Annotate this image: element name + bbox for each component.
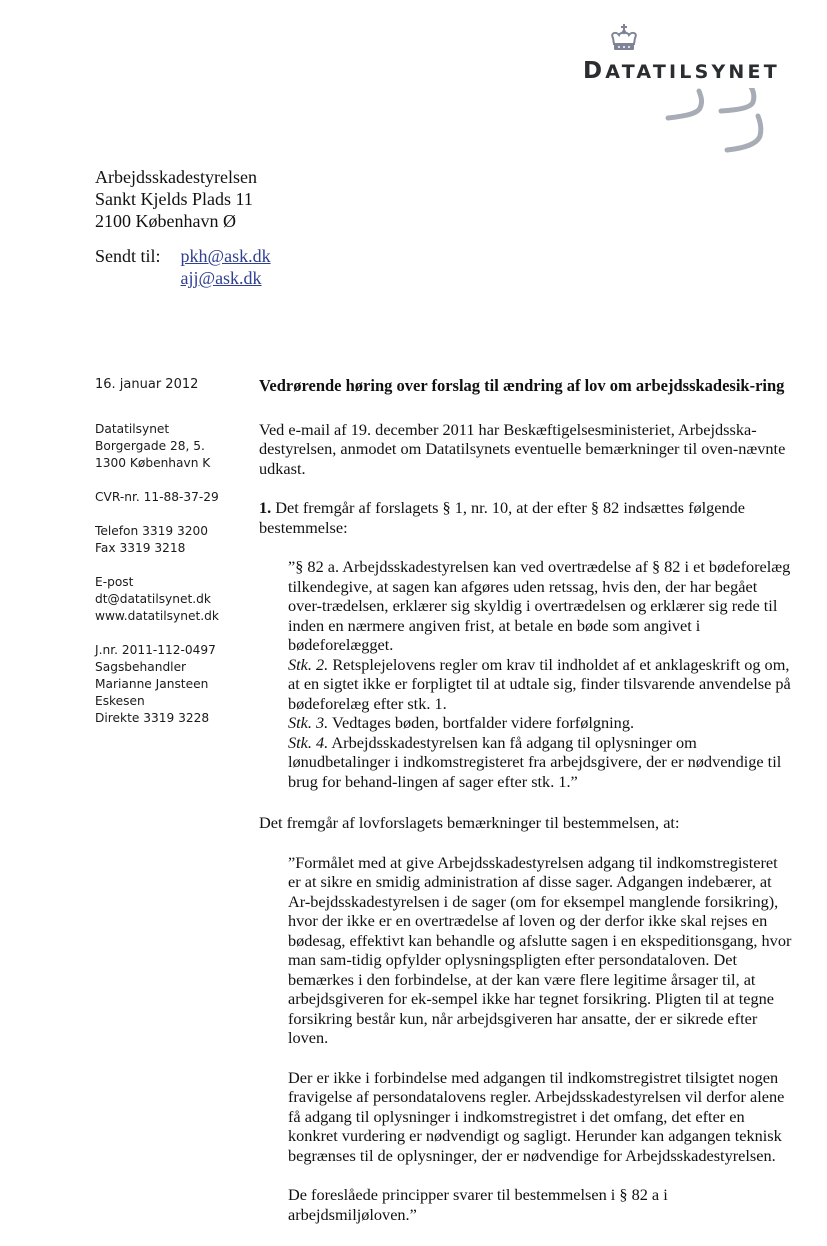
remarks-para-3: De foreslåede principper svarer til bestemmelsen i § 82 a i arbejdsmiljøloven.” xyxy=(288,1185,668,1224)
sender-website[interactable]: www.datatilsynet.dk xyxy=(95,609,219,623)
email-link-ajj[interactable]: ajj@ask.dk xyxy=(180,268,262,288)
quoted-provision xyxy=(288,557,794,791)
cvr-number xyxy=(95,489,245,506)
remarks-para-1: ”Formålet med at give Arbejdsskadestyrelsen adgang til indkomstregisteret er at sikre en smidig administration af disse sager. Adgangen indebærer, at Ar-bejdsskadestyrelsen i de sager (om for eksempel manglende forsikring), hvor der ikke er en overtrædelse af loven og der derfor ikke skal rejses en bødesag, effektivt kan behandle og afslutte sagen i en ekspeditionsgang, hvor man sam-tidig opfylder oplysningspligten efter persondataloven. Det bemærkes i den forbindelse, at der kan være flere legitime årsager til, at arbejdsgiveren for ek-sempel ikke har tegnet forsikring. Pligten til at tegne forsikring består kun, når arbejdsgiveren har ansatte, der er sikrede efter loven. xyxy=(288,852,792,1047)
cvr-text: CVR-nr. 11-88-37-29 xyxy=(95,490,219,504)
fax: Fax 3319 3218 xyxy=(95,541,186,555)
email-link-pkh[interactable]: pkh@ask.dk xyxy=(180,246,271,266)
quote-stk4 xyxy=(288,733,794,792)
letter-subject: Vedrørende høring over forslag til ændring af lov om arbejdsskadesik-ring xyxy=(259,376,785,395)
recipient-street: Sankt Kjelds Plads 11 xyxy=(95,189,253,209)
sender-city: 1300 København K xyxy=(95,456,211,470)
boomerang-icons xyxy=(665,88,785,168)
letter-date: 16. januar 2012 xyxy=(95,377,199,392)
remarks-intro: Det fremgår af lovforslagets bemærkninger til bestemmelsen, at: xyxy=(259,813,680,832)
recipient-address xyxy=(95,166,257,232)
case-handler-name-cont: Eskesen xyxy=(95,694,145,708)
sender-sidebar xyxy=(95,376,245,744)
quote-stk3 xyxy=(288,713,794,733)
telephone: Telefon 3319 3200 xyxy=(95,524,209,538)
stk2-label: Stk. 2. xyxy=(288,654,329,674)
sender-name: Datatilsynet xyxy=(95,422,170,436)
case-handler-label: Sagsbehandler xyxy=(95,660,187,674)
point-1-text: Det fremgår af forslagets § 1, nr. 10, at der efter § 82 indsættes følgende bestemmelse: xyxy=(259,498,746,537)
case-handler-name: Marianne Jansteen xyxy=(95,677,209,691)
stk3-label: Stk. 3. xyxy=(288,713,329,732)
quote-stk2 xyxy=(288,655,794,714)
stk4-label: Stk. 4. xyxy=(288,732,329,752)
quote-para-82a: ”§ 82 a. Arbejdsskadestyrelsen kan ved overtrædelse af § 82 i et bødeforelæg tilkendegive, at sagen kan afgøres uden retssag, hvis den, der har begået over-trædelsen, erklærer sig skyldig i overtrædelsen og erklærer sig rede til inden en nærmere angiven frist, at betale en bøde som angivet i bødeforelægget. xyxy=(288,557,791,654)
intro-paragraph: Ved e-mail af 19. december 2011 har Beskæftigelsesministeriet, Arbejdsska-destyrelsen, anmodet om Datatilsynets eventuelle bemærkninger til oven-nævnte udkast. xyxy=(259,419,786,478)
stk3-text: Vedtages bøden, bortfalder videre forfølgning. xyxy=(328,713,635,732)
crown-icon xyxy=(609,24,639,52)
sender-street: Borgergade 28, 5. xyxy=(95,439,205,453)
recipient-city: 2100 København Ø xyxy=(95,211,236,231)
recipient-name: Arbejdsskadestyrelsen xyxy=(95,167,257,187)
journal-number: J.nr. 2011-112-0497 xyxy=(95,643,216,657)
sendt-til xyxy=(95,245,271,289)
phone-block xyxy=(95,523,245,557)
stk4-text: Arbejdsskadestyrelsen kan få adgang til oplysninger om lønudbetalinger i indkomstregisteret fra arbejdsgivere, der er nødvendige til brug for behand-lingen af sager efter stk. 1.” xyxy=(288,732,782,791)
logo-wordmark: DATATILSYNET xyxy=(583,58,780,84)
contact-block xyxy=(95,574,245,625)
sender-address xyxy=(95,421,245,472)
letter-body xyxy=(259,376,794,1246)
direct-phone: Direkte 3319 3228 xyxy=(95,711,210,725)
point-1-paragraph xyxy=(259,498,794,537)
sender-email[interactable]: dt@datatilsynet.dk xyxy=(95,592,211,606)
email-label: E-post xyxy=(95,575,134,589)
sendt-til-label: Sendt til: xyxy=(95,246,161,266)
quoted-remarks xyxy=(288,853,794,1225)
case-block xyxy=(95,642,245,727)
point-number: 1. xyxy=(259,498,272,517)
stk2-text: Retsplejelovens regler om krav til indholdet af et anklageskrift og om, at en sigtet ikke er forpligtet til at udtale sig, finder tilsvarende anvendelse på bødeforelæg efter stk. 1. xyxy=(288,654,791,713)
remarks-para-2: Der er ikke i forbindelse med adgangen til indkomstregistret tilsigtet nogen fravigelse af persondatalovens regler. Arbejdsskadestyrelsen vil derfor alene få adgang til oplysninger i indkomstregistret i det omfang, det efter en konkret vurdering er nødvendigt og sagligt. Herunder kan adgangen teknisk begrænses til de oplysninger, der er nødvendige for Arbejdsskadestyrelsen. xyxy=(288,1067,785,1165)
